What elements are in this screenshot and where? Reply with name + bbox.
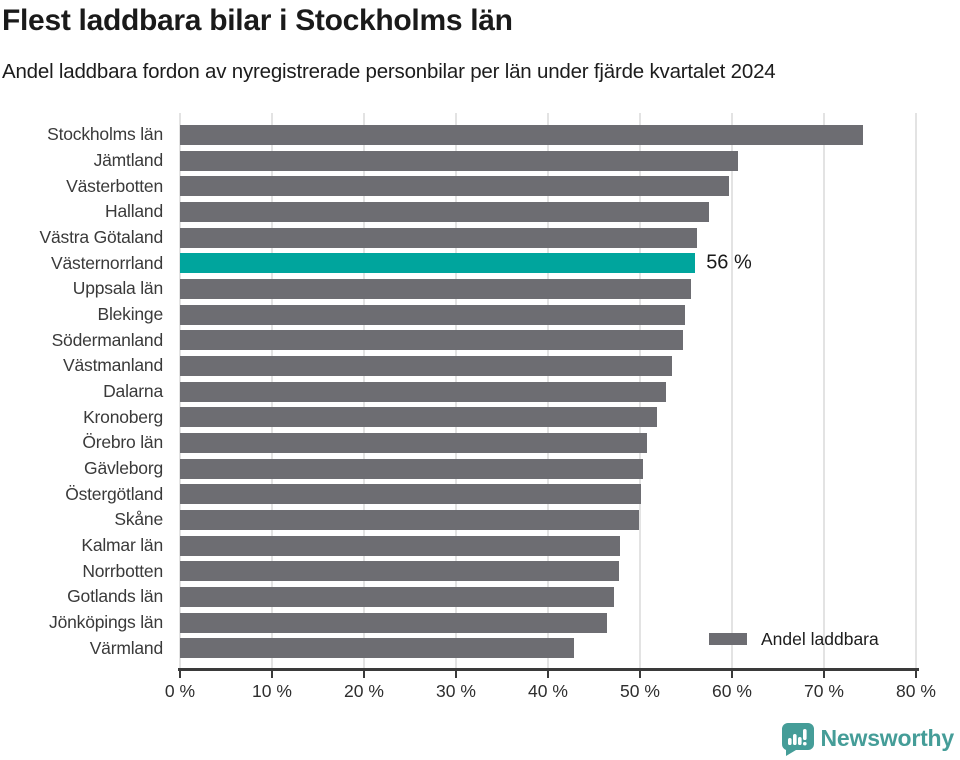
row-label: Kalmar län xyxy=(81,535,163,556)
x-tick-mark xyxy=(823,671,825,678)
row-label: Värmland xyxy=(89,637,163,658)
bar-track xyxy=(180,330,916,350)
x-tick-mark xyxy=(547,671,549,678)
x-tick-label: 50 % xyxy=(620,681,660,701)
bar-track xyxy=(180,253,916,273)
bar xyxy=(180,407,657,427)
bar-track xyxy=(180,305,916,325)
bar-track xyxy=(180,151,916,171)
row-label: Dalarna xyxy=(103,381,163,402)
bar xyxy=(180,151,738,171)
bar-track xyxy=(180,510,916,530)
chart-subtitle: Andel laddbara fordon av nyregistrerade personbilar per län under fjärde kvartalet 2024 xyxy=(2,60,776,83)
highlight-value-label: 56 % xyxy=(706,251,752,274)
bar-row xyxy=(0,430,960,456)
row-label: Gotlands län xyxy=(67,586,163,607)
bar-track xyxy=(180,228,916,248)
bar-row xyxy=(0,507,960,533)
bar xyxy=(180,561,619,581)
row-label: Jönköpings län xyxy=(49,612,163,633)
bar-track xyxy=(180,382,916,402)
legend-label: Andel laddbara xyxy=(761,628,879,649)
row-label: Halland xyxy=(105,201,163,222)
bar xyxy=(180,459,643,479)
x-tick-mark xyxy=(915,671,917,678)
bar xyxy=(180,433,647,453)
legend xyxy=(709,627,879,651)
bar xyxy=(180,176,729,196)
row-label: Skåne xyxy=(114,509,163,530)
x-tick-mark xyxy=(455,671,457,678)
bar xyxy=(180,202,709,222)
row-label: Kronoberg xyxy=(83,406,163,427)
x-tick-label: 20 % xyxy=(344,681,384,701)
x-tick-mark xyxy=(731,671,733,678)
bar-row xyxy=(0,225,960,251)
bar xyxy=(180,330,683,350)
bar xyxy=(180,125,863,145)
bar-rows xyxy=(0,122,960,661)
x-tick-mark xyxy=(639,671,641,678)
row-label: Uppsala län xyxy=(72,278,163,299)
bar xyxy=(180,305,685,325)
newsworthy-logo xyxy=(779,720,954,756)
row-label: Stockholms län xyxy=(47,124,163,145)
bar xyxy=(180,382,666,402)
row-label: Västmanland xyxy=(63,355,163,376)
bar-track xyxy=(180,587,916,607)
row-label: Västerbotten xyxy=(66,175,163,196)
bar xyxy=(180,510,639,530)
bar-track xyxy=(180,279,916,299)
bar-row xyxy=(0,250,960,276)
bar-track xyxy=(180,176,916,196)
x-tick-label: 60 % xyxy=(712,681,752,701)
x-tick-mark xyxy=(271,671,273,678)
bar-row xyxy=(0,122,960,148)
bar xyxy=(180,228,697,248)
newsworthy-icon xyxy=(779,721,814,756)
bar xyxy=(180,279,691,299)
x-tick-label: 30 % xyxy=(436,681,476,701)
bar-row xyxy=(0,584,960,610)
x-tick-label: 70 % xyxy=(804,681,844,701)
bar-row xyxy=(0,353,960,379)
bar-row xyxy=(0,276,960,302)
bar xyxy=(180,484,641,504)
row-label: Västra Götaland xyxy=(39,227,163,248)
x-tick-label: 40 % xyxy=(528,681,568,701)
bar xyxy=(180,638,574,658)
bar-chart xyxy=(0,113,960,713)
x-tick-label: 10 % xyxy=(252,681,292,701)
bar xyxy=(180,356,672,376)
bar-track xyxy=(180,459,916,479)
legend-swatch xyxy=(709,633,747,645)
bar-track xyxy=(180,125,916,145)
row-label: Blekinge xyxy=(97,304,163,325)
page-title: Flest laddbara bilar i Stockholms län xyxy=(2,4,513,37)
x-tick-mark xyxy=(179,671,181,678)
bar-row xyxy=(0,302,960,328)
newsworthy-wordmark: Newsworthy xyxy=(820,724,954,751)
bar-row xyxy=(0,148,960,174)
bar-row xyxy=(0,199,960,225)
bar-row xyxy=(0,327,960,353)
bar-highlighted xyxy=(180,253,695,273)
bar-track xyxy=(180,484,916,504)
row-label: Örebro län xyxy=(82,432,163,453)
bar-track xyxy=(180,561,916,581)
bar-row xyxy=(0,481,960,507)
bar-track xyxy=(180,356,916,376)
bar xyxy=(180,613,607,633)
bar-row xyxy=(0,379,960,405)
x-tick-label: 0 % xyxy=(164,681,196,701)
bar-track xyxy=(180,407,916,427)
bar xyxy=(180,536,620,556)
bar-track xyxy=(180,536,916,556)
bar xyxy=(180,587,614,607)
bar-row xyxy=(0,533,960,559)
row-label: Södermanland xyxy=(51,329,163,350)
bar-row xyxy=(0,404,960,430)
row-label: Jämtland xyxy=(93,150,163,170)
row-label: Gävleborg xyxy=(84,458,163,479)
x-tick-label: 80 % xyxy=(896,681,936,701)
row-label: Norrbotten xyxy=(82,560,163,581)
bar-row xyxy=(0,173,960,199)
bar-track xyxy=(180,202,916,222)
x-tick-mark xyxy=(363,671,365,678)
bar-row xyxy=(0,456,960,482)
bar-track xyxy=(180,433,916,453)
row-label: Östergötland xyxy=(65,483,163,504)
bar-row xyxy=(0,558,960,584)
row-label: Västernorrland xyxy=(51,252,163,273)
